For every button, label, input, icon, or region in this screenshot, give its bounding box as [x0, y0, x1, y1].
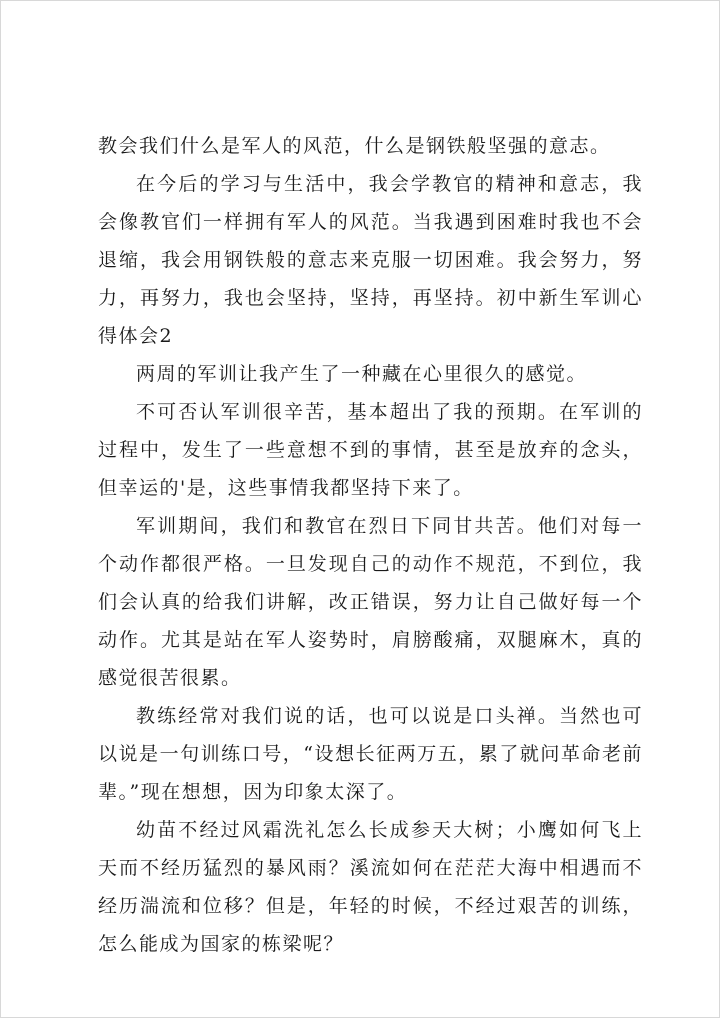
- paragraph-5: 军训期间，我们和教官在烈日下同甘共苦。他们对每一个动作都很严格。一旦发现自己的动作不规范，不到位，我们会认真的给我们讲解，改正错误，努力让自己做好每一个动作。尤其是站在军人姿势时，肩膀酸痛，双腿麻木，真的感觉很苦很累。: [98, 515, 643, 689]
- document-body: [98, 127, 643, 963]
- paragraph-2: 在今后的学习与生活中，我会学教官的精神和意志，我会像教官们一样拥有军人的风范。当我遇到困难时我也不会退缩，我会用钢铁般的意志来克服一切困难。我会努力，努力，再努力，我也会坚持，坚持，再坚持。初中新生军训心得体会2: [98, 173, 643, 347]
- paragraph-6: 教练经常对我们说的话，也可以说是口头禅。当然也可以说是一句训练口号，“设想长征两万五，累了就问革命老前辈。”现在想想，因为印象太深了。: [98, 705, 643, 803]
- paragraph-1: 教会我们什么是军人的风范，什么是钢铁般坚强的意志。: [98, 135, 611, 157]
- paragraph-3: 两周的军训让我产生了一种藏在心里很久的感觉。: [136, 363, 588, 385]
- paragraph-4: 不可否认军训很辛苦，基本超出了我的预期。在军训的过程中，发生了一些意想不到的事情，甚至是放弃的念头，但幸运的'是，这些事情我都坚持下来了。: [98, 401, 643, 499]
- paragraph-7: 幼苗不经过风霜洗礼怎么长成参天大树；小鹰如何飞上天而不经历猛烈的暴风雨？溪流如何在茫茫大海中相遇而不经历湍流和位移？但是，年轻的时候，不经过艰苦的训练，怎么能成为国家的栋梁呢？: [98, 819, 643, 955]
